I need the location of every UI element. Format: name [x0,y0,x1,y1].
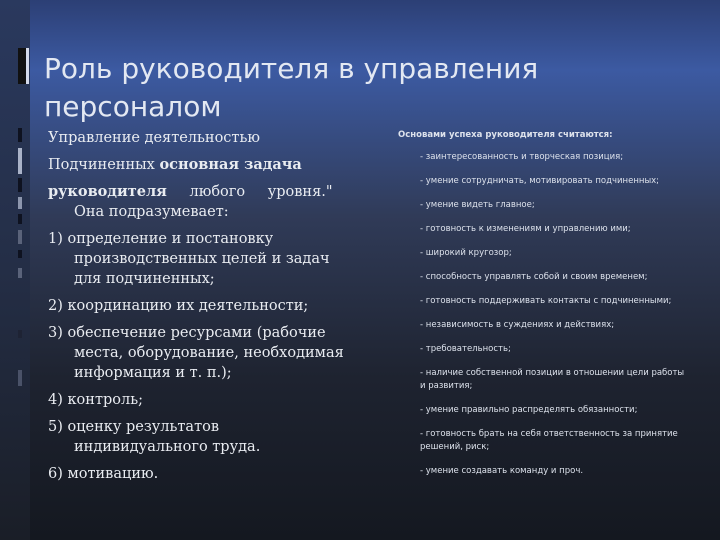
left-list-item-4: 4) контроль; [48,392,143,408]
left-paragraph-2 [48,155,353,175]
decorative-ticks [0,0,30,540]
right-list-item: - умение сотрудничать, мотивировать подчиненных; [420,176,660,186]
left-paragraph-1: Управление деятельностью [48,130,260,146]
tick-8 [18,250,22,258]
tick-dark-1 [18,48,26,84]
left-decorative-strip [0,0,30,540]
right-list-item: - умение правильно распределять обязанности; [420,405,638,415]
tick-light-1 [26,48,29,84]
right-list-item: - требовательность; [420,344,511,354]
right-list-item: - готовность к изменениям и управлению ими; [420,224,631,234]
tick-2 [18,128,22,142]
right-column [398,129,688,489]
tick-10 [18,330,22,338]
left-list-item-3: 3) обеспечение ресурсами (рабочие места, оборудование, необходимая информация и т. п.); [48,325,344,381]
right-list-item: - готовность поддерживать контакты с подчиненными; [420,296,672,306]
tick-3 [18,148,22,174]
left-paragraph-2-prefix: Подчиненных [48,157,160,173]
right-list-item: - умение создавать команду и проч. [420,466,584,476]
right-list-item: - способность управлять собой и своим временем; [420,272,648,282]
tick-7 [18,230,22,244]
tick-4 [18,178,22,192]
left-list-item-1: 1) определение и постановку производственных целей и задач для подчиненных; [48,231,330,287]
left-list-item-2: 2) координацию их деятельности; [48,298,309,314]
right-heading: Основами успеха руководителя считаются: [398,130,613,140]
right-list-item: - заинтересованность и творческая позиция; [420,152,624,162]
left-paragraph-3 [48,182,353,222]
tick-5 [18,197,22,209]
right-list-item: - независимость в суждениях и действиях; [420,320,615,330]
tick-9 [18,268,22,278]
left-list-item-6: 6) мотивацию. [48,466,159,482]
tick-11 [18,370,22,386]
left-paragraph-3-bold: руководителя [48,183,167,200]
left-paragraph-3-rest: любого уровня." [166,184,333,200]
left-paragraph-3-line2: Она подразумевает: [74,204,229,220]
left-list-item-5: 5) оценку результатов индивидуального труда. [48,419,261,455]
right-list-item: - готовность брать на себя ответственность за принятие решений, риск; [420,429,678,452]
tick-6 [18,214,22,224]
right-list-item: - умение видеть главное; [420,200,535,210]
left-column [48,128,353,491]
right-list-item: - наличие собственной позиции в отношении цели работы и развития; [420,368,685,391]
right-list-item: - широкий кругозор; [420,248,512,258]
slide-title: Роль руководителя в управления персоналом [44,52,539,123]
left-paragraph-2-bold: основная задача [159,156,302,173]
